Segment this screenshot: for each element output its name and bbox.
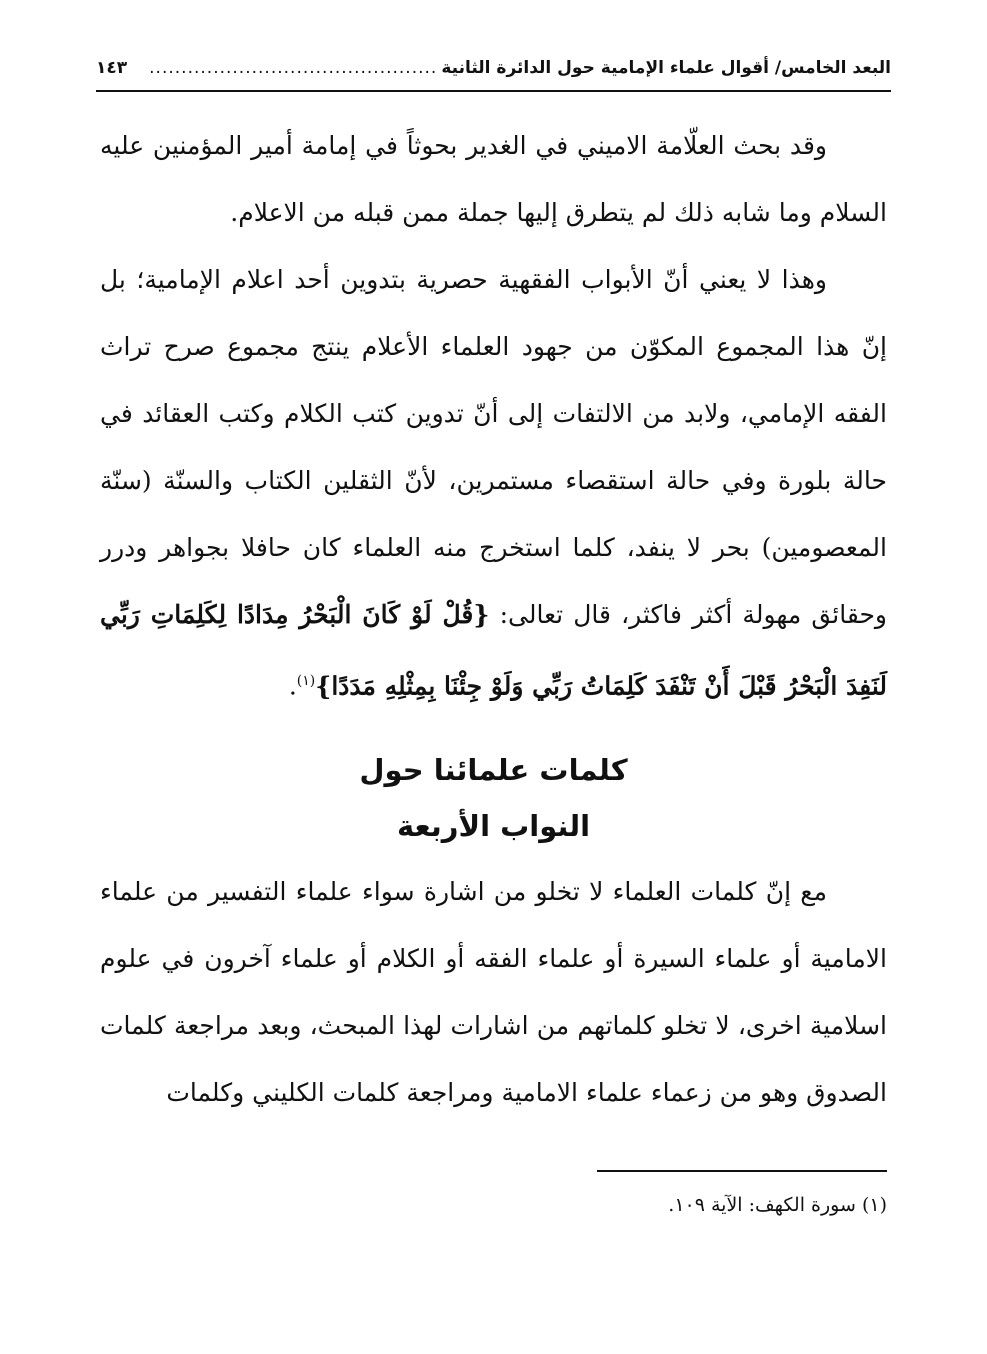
running-header xyxy=(96,48,891,88)
body-text-top xyxy=(100,112,887,719)
paragraph-2 xyxy=(100,246,887,719)
header-title: البعد الخامس/ أقوال علماء الإمامية حول الدائرة الثانية xyxy=(441,58,891,78)
paragraph-1: وقد بحث العلّامة الاميني في الغدير بحوثاً في إمامة أمير المؤمنين عليه السلام وما شابه ذلك لم يتطرق إليها جملة ممن قبله من الاعلام. xyxy=(100,131,887,227)
footnote: (١) سورة الكهف: الآية ١٠٩. xyxy=(668,1194,887,1216)
body-text-bottom xyxy=(100,858,887,1126)
paragraph-2-end: . xyxy=(288,671,297,701)
section-heading-line-1: كلمات علمائنا حول xyxy=(359,753,628,787)
footnote-rule xyxy=(597,1170,887,1172)
paragraph-2-text: وهذا لا يعني أنّ الأبواب الفقهية حصرية بتدوين أحد اعلام الإمامية؛ بل إنّ هذا المجموع المكوّن من جهود العلماء الأعلام ينتج مجموع صرح تراث الفقه الإمامي، ولابد من الالتفات إلى أنّ تدوين كتب الكلام وكتب العقائد في حالة بلورة وفي حالة استقصاء مستمرين، لأنّ الثقلين الكتاب والسنّة (سنّة المعصومين) بحر لا ينفد، كلما استخرج منه العلماء كان حافلا بجواهر ودرر وحقائق مهولة أكثر فاكثر، قال تعالى: xyxy=(100,265,888,629)
footnote-reference: (١) xyxy=(296,673,316,689)
quran-verse: {قُلْ لَوْ كَانَ الْبَحْرُ مِدَادًا لِكَلِمَاتِ رَبِّي لَنَفِدَ الْبَحْرُ قَبْلَ أَنْ تَنْفَدَ كَلِمَاتُ رَبِّي وَلَوْ جِئْنَا بِمِثْلِهِ مَدَدًا} xyxy=(100,600,887,701)
paragraph-3: مع إنّ كلمات العلماء لا تخلو من اشارة سواء علماء التفسير من علماء الامامية أو علماء السيرة أو علماء الفقه أو الكلام أو علماء آخرون في علوم اسلامية اخرى، لا تخلو كلماتهم من اشارات لهذا المبحث، وبعد مراجعة كلمات الصدوق وهو من زعماء علماء الامامية ومراجعة كلمات الكليني وكلمات xyxy=(100,877,887,1107)
page-number: ١٤٣ xyxy=(96,58,128,78)
section-heading-line-2: النواب الأربعة xyxy=(396,809,591,843)
header-rule xyxy=(96,90,891,92)
section-heading xyxy=(100,742,887,854)
header-leader-dots: ............................................. xyxy=(149,58,438,78)
